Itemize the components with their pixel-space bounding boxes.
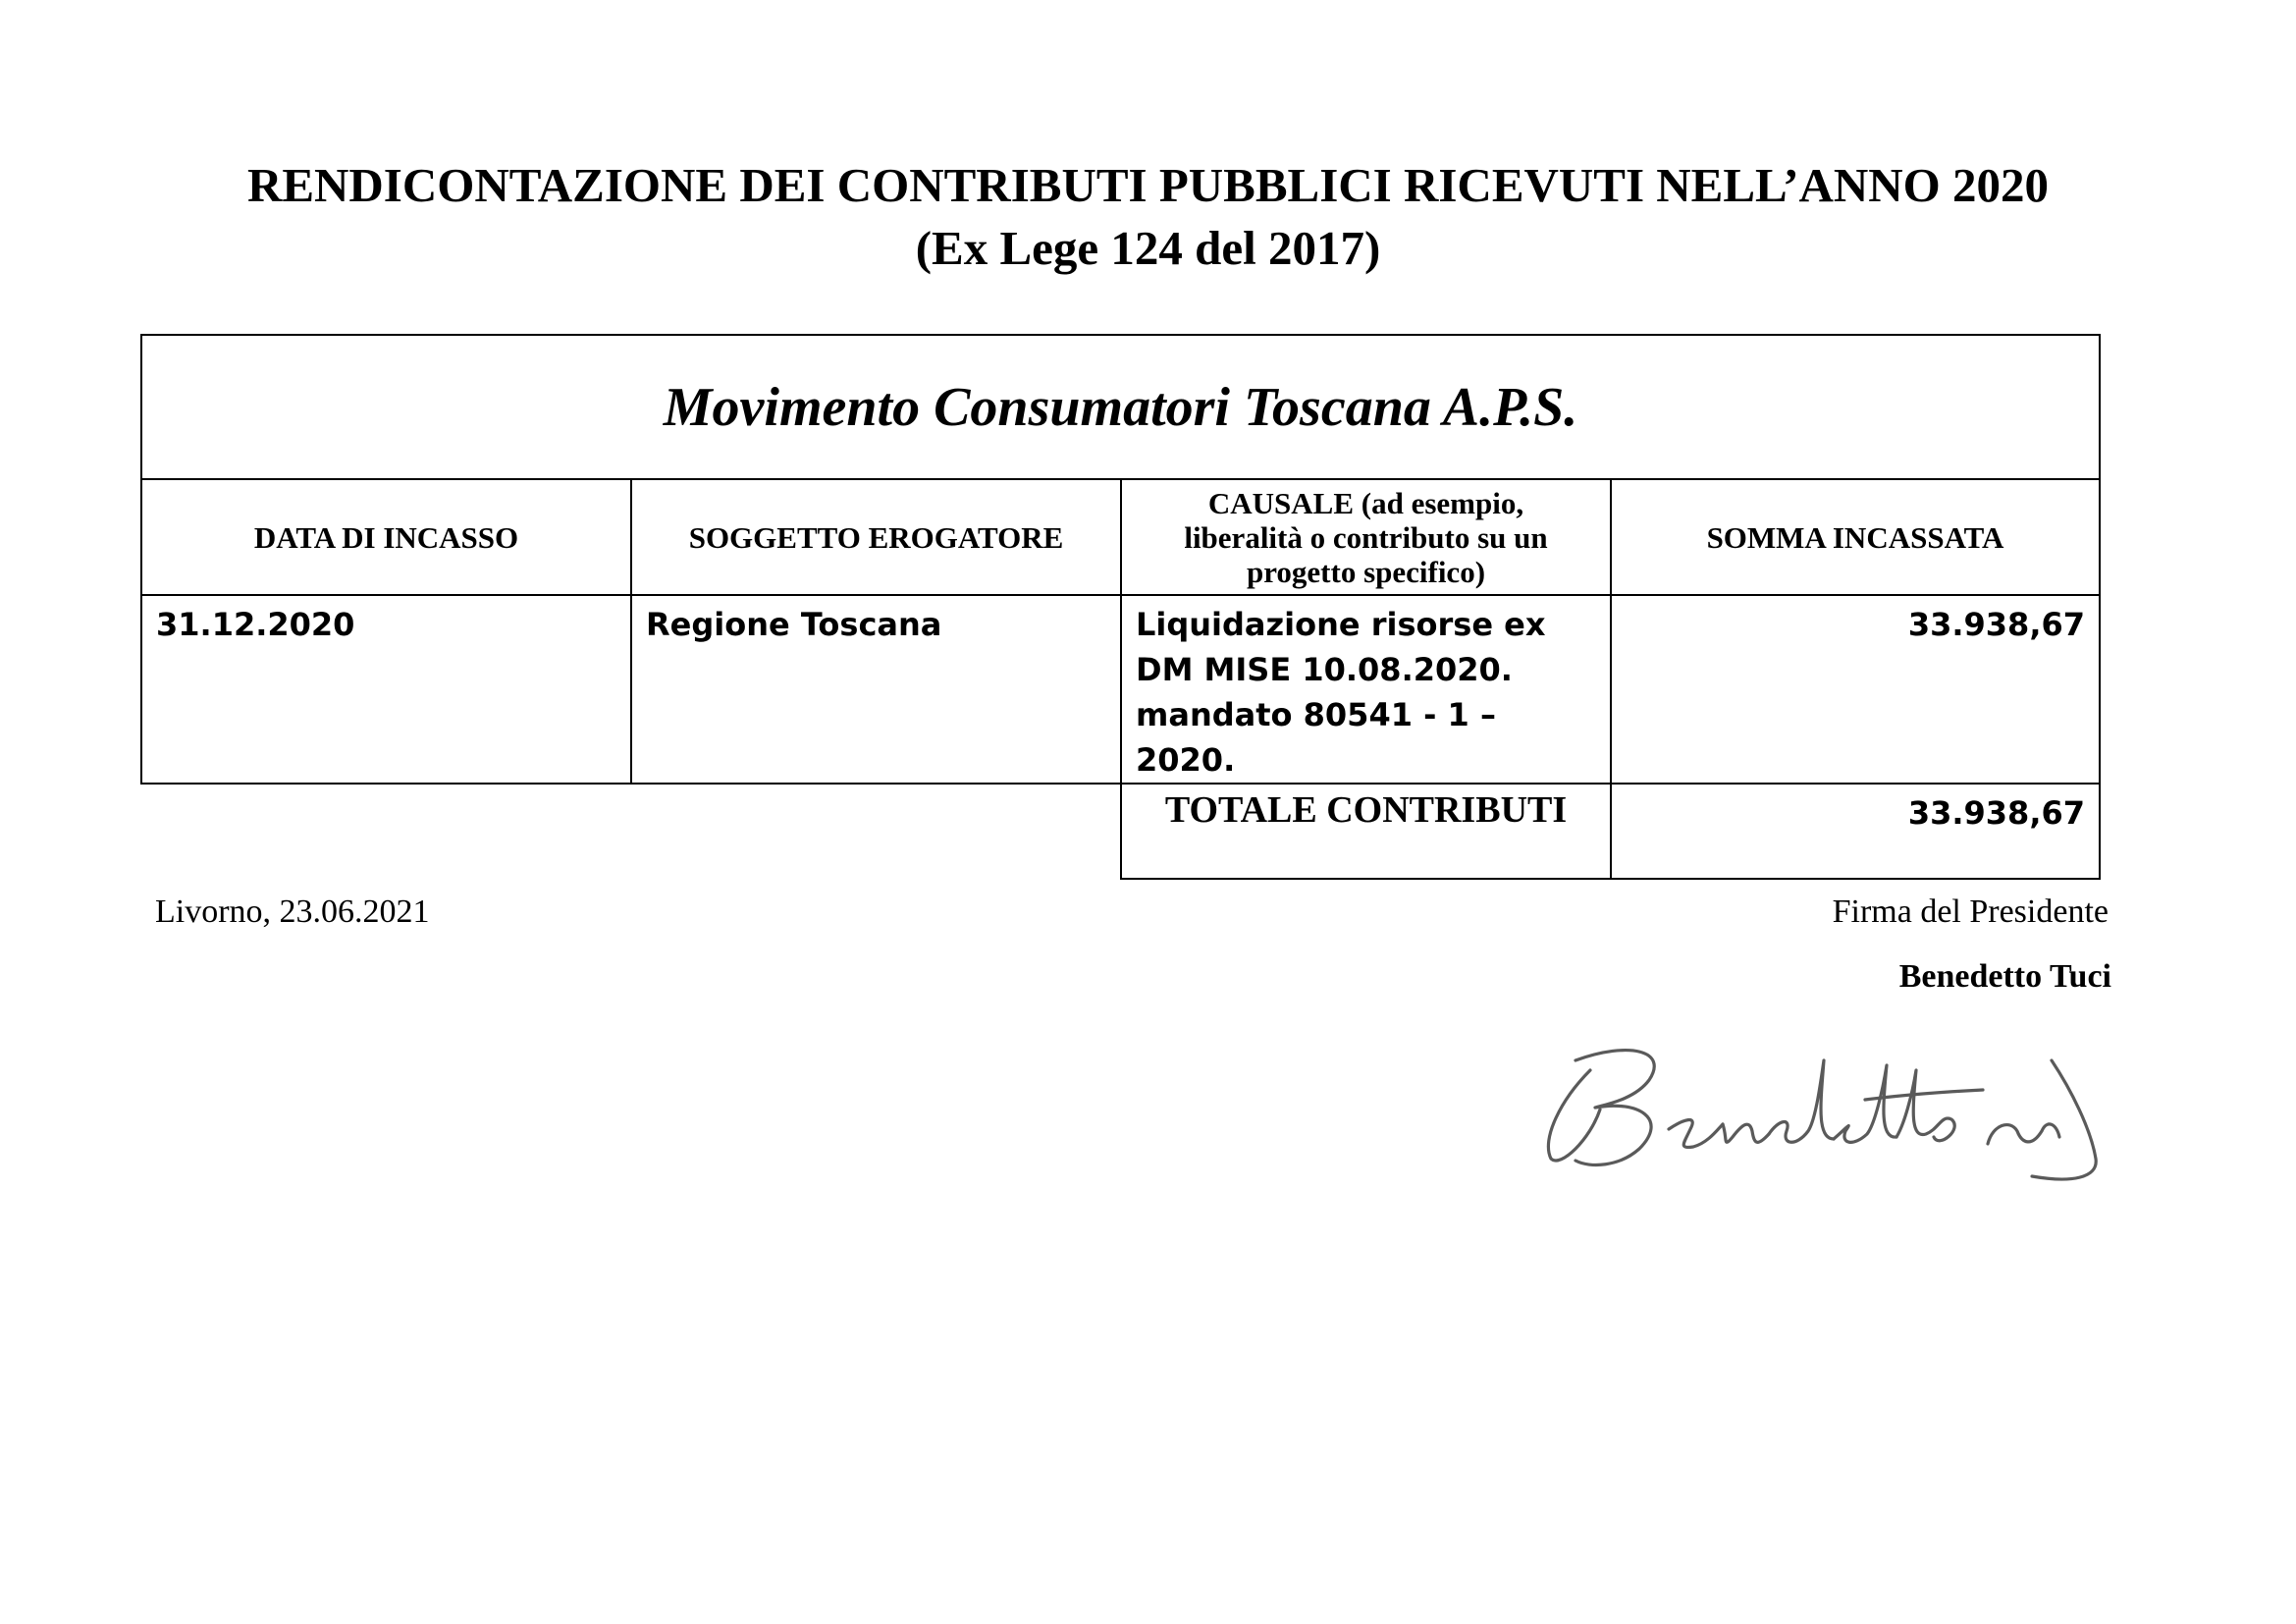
header-date: DATA DI INCASSO (141, 479, 631, 595)
organization-row (141, 335, 2100, 479)
cell-reason-text: Liquidazione risorse ex DM MISE 10.08.2020. mandato 80541 - 1 – 2020. (1136, 606, 1546, 779)
total-row (141, 784, 2100, 879)
total-label-cell (1121, 784, 1611, 879)
total-spacer (141, 784, 1121, 879)
cell-date (141, 595, 631, 784)
signature-label: Firma del Presidente (1832, 893, 2109, 930)
contributions-table (140, 334, 2101, 880)
cell-date-text: 31.12.2020 (156, 606, 355, 643)
place-date: Livorno, 23.06.2021 (155, 893, 430, 930)
organization-name: Movimento Consumatori Toscana A.P.S. (141, 335, 2100, 479)
header-reason (1121, 479, 1611, 595)
cell-amount (1611, 595, 2100, 784)
header-provider: SOGGETTO EROGATORE (631, 479, 1121, 595)
header-reason-text: CAUSALE (ad esempio, liberalità o contributo su un progetto specifico) (1184, 485, 1548, 589)
total-amount-cell (1611, 784, 2100, 879)
table-row (141, 595, 2100, 784)
document-title: RENDICONTAZIONE DEI CONTRIBUTI PUBBLICI RICEVUTI NELL’ANNO 2020 (246, 158, 2050, 212)
total-amount: 33.938,67 (1907, 794, 2085, 832)
cell-reason (1121, 595, 1611, 784)
handwritten-signature (1522, 1021, 2130, 1198)
document-subtitle: (Ex Lege 124 del 2017) (915, 221, 1381, 275)
cell-provider (631, 595, 1121, 784)
president-name: Benedetto Tuci (1898, 958, 2111, 995)
header-amount: SOMMA INCASSATA (1611, 479, 2100, 595)
total-label: TOTALE CONTRIBUTI (1164, 789, 1568, 831)
cell-provider-text: Regione Toscana (646, 606, 942, 643)
cell-amount-text: 33.938,67 (1907, 606, 2085, 643)
header-row (141, 479, 2100, 595)
